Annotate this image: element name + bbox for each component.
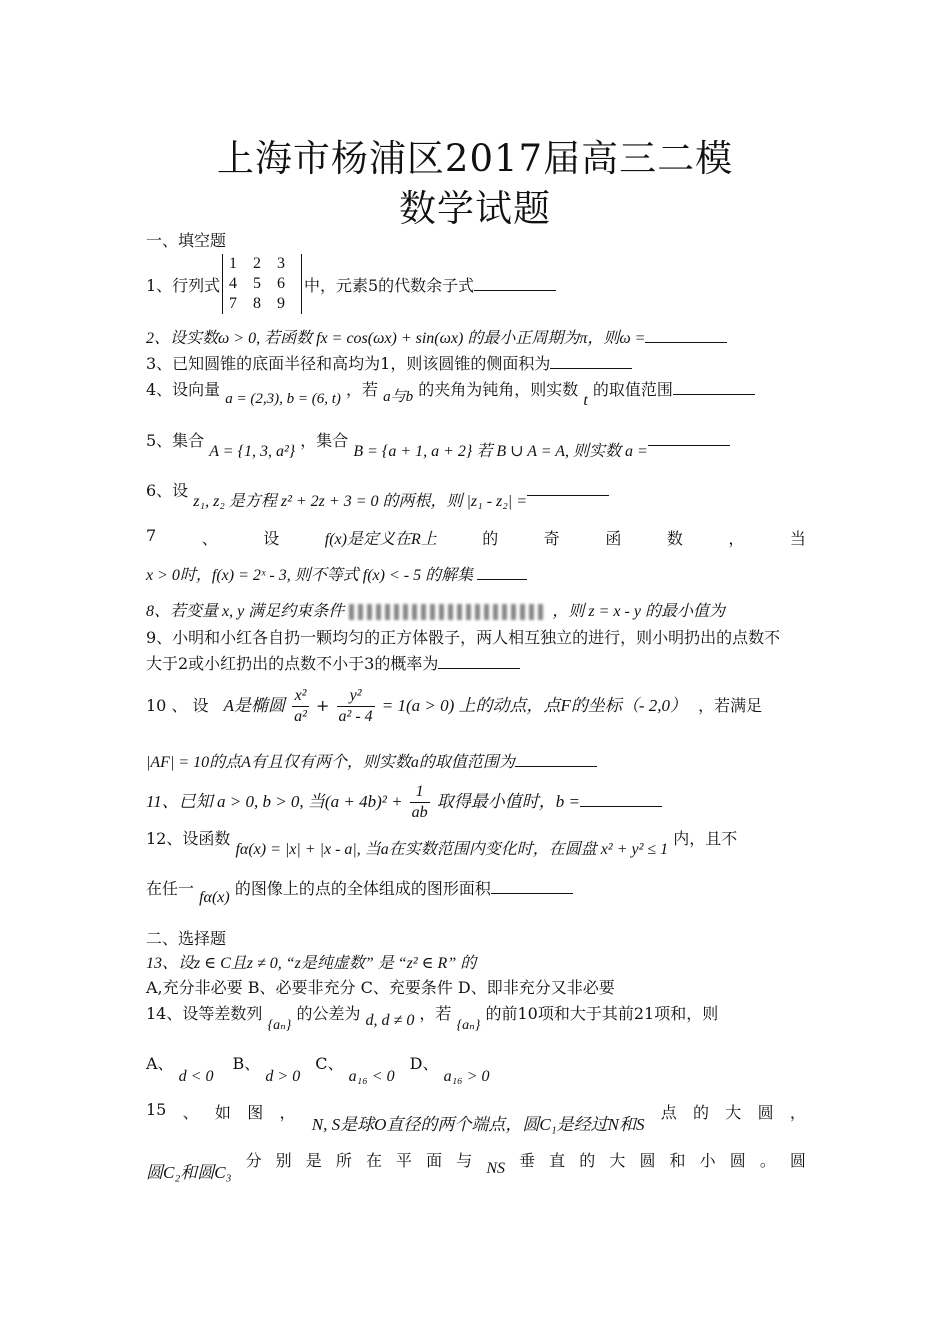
q15-token: 和 xyxy=(669,1151,686,1170)
fraction-numerator: y² xyxy=(337,686,375,707)
question-8-text: 8、若变量 x, y 满足约束条件 xyxy=(146,603,345,620)
matrix-cell: 7 xyxy=(229,295,237,312)
question-10-label: 10 、 设 xyxy=(146,696,209,715)
q15-token: 别 xyxy=(275,1151,292,1170)
q15-token: 大 xyxy=(725,1103,742,1122)
question-10-condition: = 1(a > 0) 上的动点，点F的坐标（- 2,0） xyxy=(381,696,688,715)
question-14 xyxy=(146,1001,719,1033)
question-2 xyxy=(146,325,727,348)
vector-pair: a与b xyxy=(383,389,414,405)
exam-title: 上海市杨浦区2017届高三二模 xyxy=(216,137,734,180)
q7-token: 当 xyxy=(789,529,806,548)
plus-sign: + xyxy=(316,696,330,715)
section-choice-heading: 二、选择题 xyxy=(146,929,227,948)
question-6 xyxy=(146,478,609,510)
question-7-inequality: x > 0时，f(x) = 2ˣ - 3, 则不等式 f(x) < - 5 的解集 xyxy=(146,567,474,584)
question-4-angle: 的夹角为钝角，则实数 xyxy=(418,380,579,399)
q7-token: 函 xyxy=(605,529,622,548)
question-13-options: A,充分非必要 B、必要非充分 C、充要条件 D、即非充分又非必要 xyxy=(146,978,615,997)
matrix-cell: 2 xyxy=(253,255,261,272)
question-9-text: 大于2或小红扔出的点数不小于3的概率为 xyxy=(146,654,439,673)
question-10-tail: ，若满足 xyxy=(698,696,763,715)
q7-token: f(x)是定义在R上 xyxy=(324,531,437,548)
option-b-label: B、 xyxy=(232,1054,261,1073)
question-6-equation: z₁, z₂ 是方程 z² + 2z + 3 = 0 的两根，则 |z₁ - z₂| = xyxy=(193,493,528,510)
section-fill-in-heading: 一、填空题 xyxy=(146,231,227,250)
question-7-line-1 xyxy=(146,526,806,549)
q15-token: 圆C₂和圆C₃ xyxy=(146,1163,232,1182)
question-14-text: 的前10项和大于其前21项和，则 xyxy=(485,1004,719,1023)
fraction-y2 xyxy=(337,686,375,727)
question-14-options xyxy=(146,1051,490,1085)
question-4-range: 的取值范围 xyxy=(592,380,673,399)
q15-token: 面 xyxy=(426,1151,443,1170)
question-7-line-2 xyxy=(146,562,527,585)
fraction-denominator: a² - 4 xyxy=(338,708,373,725)
question-13 xyxy=(146,950,476,973)
question-4 xyxy=(146,377,755,409)
question-4-if: ，若 xyxy=(346,380,379,399)
function-f-alpha: fα(x) xyxy=(199,889,230,906)
question-13-text: 13、设z ∈ C且z ≠ 0, “z是纯虚数” 是 “z² ∈ R” 的 xyxy=(146,955,477,972)
question-3 xyxy=(146,351,632,374)
sequence-a-n: {aₙ} xyxy=(456,1018,481,1033)
matrix-cell: 6 xyxy=(277,275,285,292)
q15-token: 的 xyxy=(693,1103,710,1122)
q7-token: 奇 xyxy=(543,529,560,548)
q15-token: 图 xyxy=(247,1103,264,1122)
q15-token: 与 xyxy=(456,1151,473,1170)
sequence-a-n: {aₙ} xyxy=(267,1018,292,1033)
q15-token: NS xyxy=(486,1160,505,1177)
question-4-label: 4、设向量 xyxy=(146,380,221,399)
q15-token: 大 xyxy=(609,1151,626,1170)
question-1-text xyxy=(304,273,556,296)
q15-token: 垂 xyxy=(519,1151,536,1170)
q15-token: 15 xyxy=(146,1100,167,1119)
question-12-line-2 xyxy=(146,876,573,906)
question-10 xyxy=(146,686,762,727)
question-14-diff: 的公差为 xyxy=(296,1004,361,1023)
fraction-denominator: a² xyxy=(294,708,307,725)
answer-blank xyxy=(515,752,597,767)
q15-token: 的 xyxy=(579,1151,596,1170)
q15-token: 点 xyxy=(660,1103,677,1122)
answer-blank xyxy=(527,481,609,496)
variable-t: t xyxy=(583,392,588,409)
answer-blank xyxy=(474,276,556,291)
q15-token: 如 xyxy=(214,1103,231,1122)
determinant-matrix xyxy=(222,254,302,314)
q7-token: ， xyxy=(728,529,745,548)
question-12-text: 的图像上的点的全体组成的图形面积 xyxy=(234,879,491,898)
question-6-label: 6、设 xyxy=(146,481,189,500)
question-12-tail: 内，且不 xyxy=(673,829,738,848)
exam-subtitle: 数学试题 xyxy=(399,187,551,230)
matrix-cell: 9 xyxy=(277,295,285,312)
answer-blank xyxy=(580,792,662,807)
question-10-text: |AF| = 10的点A有且仅有两个，则实数a的取值范围为 xyxy=(146,754,515,771)
matrix-cell: 1 xyxy=(229,255,237,272)
question-10-line-2 xyxy=(146,749,597,772)
question-9-line-1: 9、小明和小红各自扔一颗均匀的正方体骰子，两人相互独立的进行，则小明扔出的点数不 xyxy=(146,628,781,647)
question-2-text: 2、设实数ω > 0, 若函数 fx = cos(ωx) + sin(ωx) 的最小正周期为π，则ω = xyxy=(146,330,646,347)
q15-token: 圆 xyxy=(789,1151,806,1170)
question-11-condition: 取得最小值时，b = xyxy=(436,792,580,811)
option-c-label: C、 xyxy=(315,1054,344,1073)
matrix-cell: 8 xyxy=(253,295,261,312)
question-3-text: 3、已知圆锥的底面半径和高均为1，则该圆锥的侧面积为 xyxy=(146,354,551,373)
q15-token: N, S是球O直径的两个端点，圆C₁是经过N和S xyxy=(311,1115,645,1134)
option-b-value: d > 0 xyxy=(265,1068,301,1085)
question-12-function: fα(x) = |x| + |x - a|, 当a在实数范围内变化时，在圆盘 x² + y² ≤ 1 xyxy=(235,841,669,858)
q7-token: 、 xyxy=(201,529,218,548)
question-1-prefix: 1、行列式 xyxy=(146,276,221,295)
q15-token: 。 xyxy=(759,1151,776,1170)
question-8 xyxy=(146,598,725,621)
vector-definition: a = (2,3), b = (6, t) xyxy=(225,391,341,407)
option-d-value: a₁₆ > 0 xyxy=(443,1068,490,1085)
q15-token: 圆 xyxy=(757,1103,774,1122)
answer-blank xyxy=(438,654,520,669)
answer-blank xyxy=(645,328,727,343)
q15-token: 在 xyxy=(365,1151,382,1170)
q7-token: 的 xyxy=(482,529,499,548)
q7-token: 7 xyxy=(146,526,157,545)
fraction-1-ab xyxy=(410,782,430,823)
answer-blank xyxy=(673,380,755,395)
question-11-text: 11、已知 a > 0, b > 0, 当(a + 4b)² + xyxy=(146,792,403,811)
question-15-line-1 xyxy=(146,1100,806,1134)
q15-token: 是 xyxy=(305,1151,322,1170)
option-d-label: D、 xyxy=(409,1054,439,1073)
q15-token: ， xyxy=(789,1103,806,1122)
fraction-numerator: x² xyxy=(292,686,309,707)
question-11 xyxy=(146,782,662,823)
question-5-set: ，集合 xyxy=(300,431,349,450)
q15-token: 分 xyxy=(245,1151,262,1170)
q15-token: 圆 xyxy=(729,1151,746,1170)
q15-token: 平 xyxy=(396,1151,413,1170)
q15-token: 小 xyxy=(699,1151,716,1170)
set-a: A = {1, 3, a²} xyxy=(209,443,296,460)
q7-token: 设 xyxy=(263,529,280,548)
q15-token: 直 xyxy=(549,1151,566,1170)
option-a-value: d < 0 xyxy=(178,1068,214,1085)
question-5 xyxy=(146,428,730,460)
fraction-denominator: ab xyxy=(411,804,428,821)
q15-token: 圆 xyxy=(639,1151,656,1170)
matrix-cell: 4 xyxy=(229,275,237,292)
question-12-label: 12、设函数 xyxy=(146,829,231,848)
question-12-any: 在任一 xyxy=(146,879,195,898)
option-a-label: A、 xyxy=(146,1054,174,1073)
answer-blank xyxy=(648,431,730,446)
fraction-numerator: 1 xyxy=(410,782,430,803)
question-14-label: 14、设等差数列 xyxy=(146,1004,263,1023)
set-b-condition: B = {a + 1, a + 2} 若 B ∪ A = A, 则实数 a = xyxy=(353,443,648,460)
question-9-line-2 xyxy=(146,651,520,674)
question-1-suffix: 中，元素5的代数余子式 xyxy=(304,276,475,295)
question-5-label: 5、集合 xyxy=(146,431,205,450)
constraint-system-image xyxy=(349,604,547,620)
q15-token: 、 xyxy=(182,1103,199,1122)
question-8-objective: ，则 z = x - y 的最小值为 xyxy=(552,603,725,620)
common-difference: d, d ≠ 0 xyxy=(365,1012,415,1029)
fraction-x2-a2 xyxy=(292,686,309,727)
q7-token: 数 xyxy=(666,529,683,548)
answer-blank xyxy=(477,565,527,580)
question-14-if: ，若 xyxy=(419,1004,452,1023)
question-15-line-2 xyxy=(146,1148,806,1182)
matrix-cell: 3 xyxy=(277,255,285,272)
q15-token: ， xyxy=(279,1103,296,1122)
question-10-ellipse: A是椭圆 xyxy=(223,696,286,715)
answer-blank xyxy=(550,354,632,369)
q15-token: 所 xyxy=(335,1151,352,1170)
question-12 xyxy=(146,826,738,858)
option-c-value: a₁₆ < 0 xyxy=(348,1068,395,1085)
answer-blank xyxy=(491,879,573,894)
matrix-cell: 5 xyxy=(253,275,261,292)
